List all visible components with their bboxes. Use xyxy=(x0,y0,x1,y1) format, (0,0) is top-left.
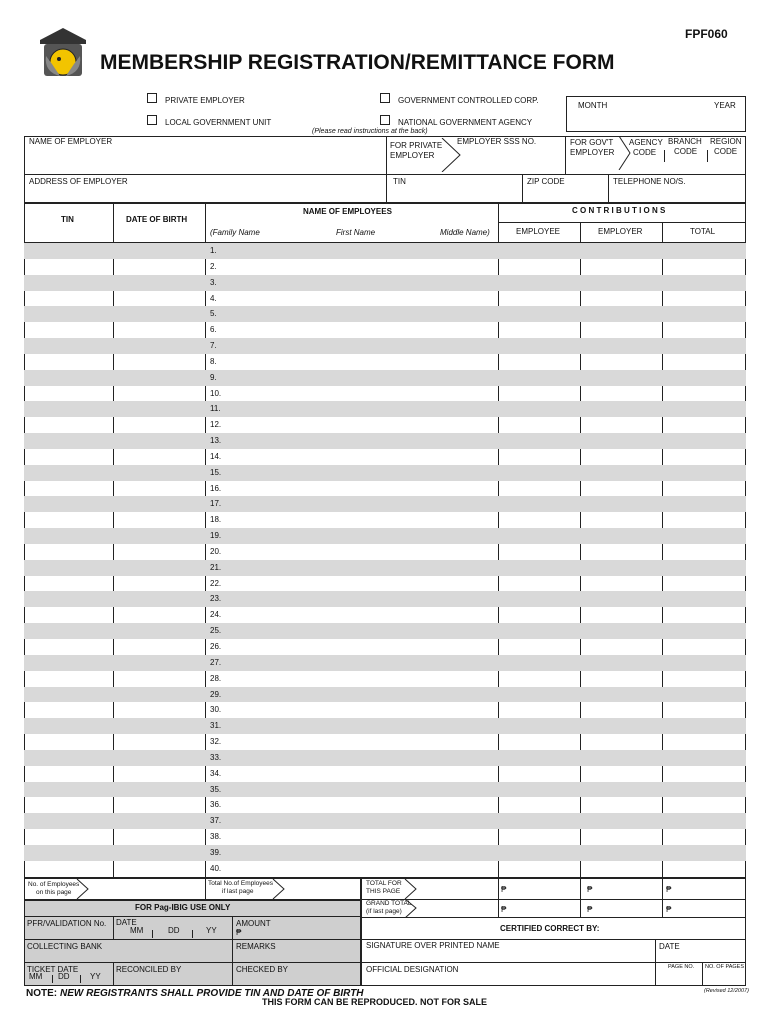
chevron-right-icon xyxy=(404,899,418,918)
row-number: 26. xyxy=(210,642,222,651)
table-row[interactable] xyxy=(24,401,746,417)
table-row[interactable] xyxy=(24,449,746,465)
row-number: 36. xyxy=(210,800,222,810)
table-row[interactable] xyxy=(24,861,746,877)
table-row[interactable] xyxy=(24,243,746,259)
gocc-label: GOVERNMENT CONTROLLED CORP. xyxy=(398,96,539,105)
table-row[interactable] xyxy=(24,607,746,623)
table-row[interactable] xyxy=(24,591,746,607)
note-text: NEW REGISTRANTS SHALL PROVIDE TIN AND DATE OF BIRTH xyxy=(60,988,364,999)
page-no-field[interactable]: PAGE NO. xyxy=(668,964,695,970)
grand-total-label: GRAND TOTAL xyxy=(366,900,412,907)
peso-sign: ₱ xyxy=(236,928,242,937)
row-number: 10. xyxy=(210,388,222,398)
mm-label: MM xyxy=(130,926,144,935)
row-number: 11. xyxy=(210,404,221,414)
table-row[interactable] xyxy=(24,750,746,766)
for-private-label-2: EMPLOYER xyxy=(390,151,435,160)
signature-field[interactable]: SIGNATURE OVER PRINTED NAME xyxy=(366,941,500,950)
ticket-dd-label: DD xyxy=(58,972,70,981)
table-row[interactable] xyxy=(24,845,746,861)
row-number: 32. xyxy=(210,737,222,747)
chevron-right-icon xyxy=(272,879,286,899)
grand-total-label-2: (if last page) xyxy=(366,908,402,915)
employer-sss-field[interactable]: EMPLOYER SSS NO. xyxy=(457,137,537,146)
table-row[interactable] xyxy=(24,671,746,687)
col-total: TOTAL xyxy=(690,227,716,236)
row-number: 6. xyxy=(210,325,217,335)
month-label: MONTH xyxy=(578,101,608,110)
row-number: 17. xyxy=(210,499,222,509)
table-row[interactable] xyxy=(24,797,746,813)
total-employees-label: Total No.of Employees xyxy=(208,880,274,887)
ticket-yy-label: YY xyxy=(90,972,101,981)
remarks-label: REMARKS xyxy=(236,942,276,951)
region-code-label-2: CODE xyxy=(714,147,738,156)
amount-label: AMOUNT xyxy=(236,919,271,928)
row-number: 19. xyxy=(210,531,222,541)
row-number: 27. xyxy=(210,657,222,667)
peso-sign: ₱ xyxy=(501,905,507,914)
table-row[interactable] xyxy=(24,275,746,291)
table-row[interactable] xyxy=(24,702,746,718)
total-for-page-label: TOTAL FOR xyxy=(366,880,402,887)
pag-ibig-logo xyxy=(38,26,88,78)
table-row[interactable] xyxy=(24,481,746,497)
row-number: 5. xyxy=(210,309,217,319)
reconciled-by-label: RECONCILED BY xyxy=(116,965,182,974)
total-this-page-row xyxy=(361,878,746,900)
region-code-field[interactable]: REGION xyxy=(710,137,742,146)
row-number: 29. xyxy=(210,689,222,699)
row-number: 12. xyxy=(210,420,222,430)
num-employees-label-2: on this page xyxy=(36,889,72,896)
ticket-mm-label: MM xyxy=(29,972,43,981)
col-contributions: C O N T R I B U T I O N S xyxy=(572,206,666,215)
peso-sign: ₱ xyxy=(587,885,593,894)
table-row[interactable] xyxy=(24,576,746,592)
private-employer-label: PRIVATE EMPLOYER xyxy=(165,96,245,105)
table-row[interactable] xyxy=(24,639,746,655)
row-number: 7. xyxy=(210,341,217,351)
table-row[interactable] xyxy=(24,386,746,402)
table-row[interactable] xyxy=(24,718,746,734)
table-row[interactable] xyxy=(24,560,746,576)
table-row[interactable] xyxy=(24,766,746,782)
row-number: 1. xyxy=(210,246,217,255)
collecting-bank-label: COLLECTING BANK xyxy=(27,942,103,951)
row-number: 4. xyxy=(210,293,217,303)
total-for-page-label-2: THIS PAGE xyxy=(366,888,401,895)
checked-by-label: CHECKED BY xyxy=(236,965,289,974)
national-gov-checkbox[interactable] xyxy=(380,115,390,125)
table-row[interactable] xyxy=(24,306,746,322)
num-employees-label: No. of Employees xyxy=(28,881,80,888)
table-row[interactable] xyxy=(24,417,746,433)
col-dob: DATE OF BIRTH xyxy=(126,215,188,224)
col-middle-name: Middle Name) xyxy=(440,228,490,237)
peso-sign: ₱ xyxy=(501,885,507,894)
table-row[interactable] xyxy=(24,829,746,845)
col-tin: TIN xyxy=(61,215,74,224)
for-govt-label-2: EMPLOYER xyxy=(570,148,615,157)
table-row[interactable] xyxy=(24,338,746,354)
yy-label: YY xyxy=(206,926,217,935)
row-number: 14. xyxy=(210,451,222,461)
row-number: 21. xyxy=(210,562,222,572)
row-number: 23. xyxy=(210,594,222,604)
row-number: 33. xyxy=(210,752,222,762)
row-number: 3. xyxy=(210,277,217,287)
table-row[interactable] xyxy=(24,782,746,798)
peso-sign: ₱ xyxy=(587,905,593,914)
employer-tin-field[interactable]: TIN xyxy=(393,177,406,186)
chevron-right-icon xyxy=(76,879,90,899)
peso-sign: ₱ xyxy=(666,905,672,914)
national-gov-label: NATIONAL GOVERNMENT AGENCY xyxy=(398,118,533,127)
zip-code-field[interactable]: ZIP CODE xyxy=(527,177,565,186)
row-number: 22. xyxy=(210,578,222,588)
table-row[interactable] xyxy=(24,687,746,703)
row-number: 15. xyxy=(210,467,222,477)
row-number: 35. xyxy=(210,784,222,794)
table-row[interactable] xyxy=(24,655,746,671)
row-number: 28. xyxy=(210,673,222,683)
table-row[interactable] xyxy=(24,734,746,750)
employer-address-field[interactable]: ADDRESS OF EMPLOYER xyxy=(29,177,128,186)
col-employee-share: EMPLOYEE xyxy=(516,227,561,236)
table-row[interactable] xyxy=(24,496,746,512)
revised-date: (Revised 12/2007) xyxy=(704,988,749,994)
row-number: 25. xyxy=(210,626,222,636)
table-row[interactable] xyxy=(24,259,746,275)
branch-code-field[interactable]: BRANCH xyxy=(668,137,702,146)
row-number: 39. xyxy=(210,847,222,857)
table-row[interactable] xyxy=(24,370,746,386)
for-private-label: FOR PRIVATE xyxy=(390,141,443,150)
col-first-name: First Name xyxy=(336,228,376,237)
cert-date-field[interactable]: DATE xyxy=(659,942,680,951)
note-label: NOTE: xyxy=(26,988,58,999)
peso-sign: ₱ xyxy=(666,885,672,894)
local-gov-label: LOCAL GOVERNMENT UNIT xyxy=(165,118,272,127)
row-number: 13. xyxy=(210,436,222,446)
reproduce-note: THIS FORM CAN BE REPRODUCED. NOT FOR SALE xyxy=(262,997,488,1007)
row-number: 31. xyxy=(210,721,222,731)
table-row[interactable] xyxy=(24,528,746,544)
row-number: 38. xyxy=(210,832,222,842)
gocc-checkbox[interactable] xyxy=(380,93,390,103)
official-designation-field[interactable]: OFFICIAL DESIGNATION xyxy=(366,965,459,974)
row-number: 30. xyxy=(210,705,222,715)
row-number: 20. xyxy=(210,546,222,556)
grand-total-row xyxy=(361,899,746,918)
col-employer-share: EMPLOYER xyxy=(598,227,643,236)
agency-code-label-2: CODE xyxy=(633,148,657,157)
col-names: NAME OF EMPLOYEES xyxy=(303,207,392,216)
private-employer-checkbox[interactable] xyxy=(147,93,157,103)
pagibig-use-only-heading: FOR Pag-IBIG USE ONLY xyxy=(135,903,231,912)
agency-code-field[interactable]: AGENCY xyxy=(629,138,663,147)
year-label: YEAR xyxy=(714,101,736,110)
total-employees-label-2: if last page xyxy=(222,888,254,895)
table-row[interactable] xyxy=(24,623,746,639)
table-row[interactable] xyxy=(24,322,746,338)
instructions-note: (Please read instructions at the back) xyxy=(312,128,428,135)
row-number: 9. xyxy=(210,372,217,382)
row-number: 2. xyxy=(210,261,217,271)
table-row[interactable] xyxy=(24,433,746,449)
dd-label: DD xyxy=(168,926,180,935)
local-gov-checkbox[interactable] xyxy=(147,115,157,125)
pfr-validation-label: PFR/VALIDATION No. xyxy=(27,919,107,928)
col-family-name: (Family Name xyxy=(210,228,260,237)
row-number: 18. xyxy=(210,515,222,525)
chevron-right-icon xyxy=(404,879,418,899)
table-row[interactable] xyxy=(24,291,746,307)
table-row[interactable] xyxy=(24,544,746,560)
table-row[interactable] xyxy=(24,465,746,481)
row-number: 34. xyxy=(210,768,222,778)
for-govt-label: FOR GOV'T xyxy=(570,138,614,147)
table-row[interactable] xyxy=(24,354,746,370)
row-number: 8. xyxy=(210,356,217,366)
page-title: MEMBERSHIP REGISTRATION/REMITTANCE FORM xyxy=(100,51,615,74)
row-number: 24. xyxy=(210,610,222,620)
no-of-pages-field[interactable]: NO. OF PAGES xyxy=(705,964,745,970)
row-number: 37. xyxy=(210,816,222,826)
ticket-date-label: TICKET DATE xyxy=(27,965,79,974)
row-number: 40. xyxy=(210,863,222,873)
table-row[interactable] xyxy=(24,512,746,528)
employer-name-field[interactable]: NAME OF EMPLOYER xyxy=(29,137,113,146)
certified-correct-label: CERTIFIED CORRECT BY: xyxy=(500,924,600,933)
row-number: 16. xyxy=(210,483,222,493)
date-label: DATE xyxy=(116,918,137,927)
telephone-field[interactable]: TELEPHONE NO/S. xyxy=(613,177,686,186)
branch-code-label-2: CODE xyxy=(674,147,698,156)
form-code: FPF060 xyxy=(685,27,728,41)
table-row[interactable] xyxy=(24,813,746,829)
